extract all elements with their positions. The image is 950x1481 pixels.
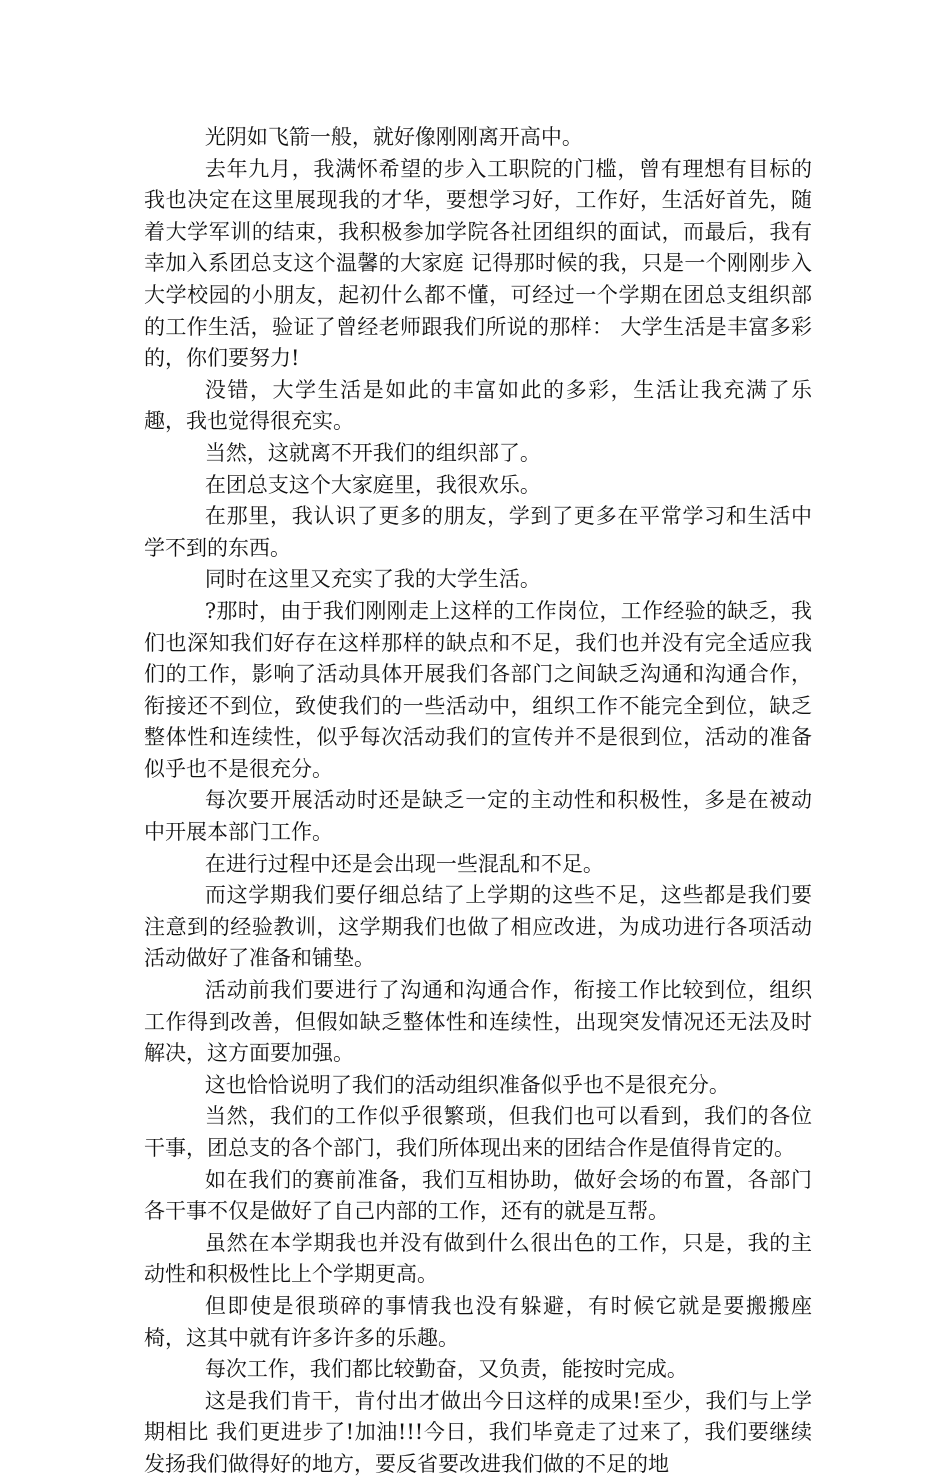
paragraph: 当然，我们的工作似乎很繁琐，但我们也可以看到，我们的各位干事，团总支的各个部门，我们所体现出来的团结合作是值得肯定的。 xyxy=(144,1104,812,1160)
paragraph: 而这学期我们要仔细总结了上学期的这些不足，这些都是我们要注意到的经验教训，这学期我们也做了相应改进，为成功进行各项活动活动做好了准备和铺垫。 xyxy=(144,883,812,971)
paragraph: 每次工作，我们都比较勤奋，又负责，能按时完成。 xyxy=(204,1357,688,1382)
paragraph: ?那时，由于我们刚刚走上这样的工作岗位，工作经验的缺乏，我们也深知我们好存在这样那样的缺点和不足，我们也并没有完全适应我们的工作，影响了活动具体开展我们各部门之间缺乏沟通和沟通合作，衔接还不到位，致使我们的一些活动中，组织工作不能完全到位，缺乏整体性和连续性，似乎每次活动我们的宣传并不是很到位，活动的准备似乎也不是很充分。 xyxy=(144,598,812,781)
paragraph: 在那里，我认识了更多的朋友，学到了更多在平常学习和生活中学不到的东西。 xyxy=(144,504,812,560)
paragraph: 如在我们的赛前准备，我们互相协助，做好会场的布置，各部门各干事不仅是做好了自己内部的工作，还有的就是互帮。 xyxy=(144,1167,812,1224)
paragraph: 这也恰恰说明了我们的活动组织准备似乎也不是很充分。 xyxy=(204,1072,730,1097)
paragraph: 去年九月，我满怀希望的步入工职院的门槛，曾有理想有目标的我也决定在这里展现我的才华，要想学习好，工作好，生活好首先，随着大学军训的结束，我积极参加学院各社团组织的面试，而最后，我有幸加入系团总支这个温馨的大家庭 记得那时候的我，只是一个刚刚步入大学校园的小朋友，起初什么都不懂，可经过一个学期在团总支组织部的工作生活，验证了曾经老师跟我们所说的那样： 大学生活是丰富多彩的，你们要努力! xyxy=(144,156,812,371)
paragraph: 但即使是很琐碎的事情我也没有躲避，有时候它就是要搬搬座椅，这其中就有许多许多的乐趣。 xyxy=(144,1293,812,1350)
paragraph: 光阴如飞箭一般，就好像刚刚离开高中。 xyxy=(204,125,583,149)
paragraph: 当然，这就离不开我们的组织部了。 xyxy=(204,440,541,465)
paragraph: 同时在这里又充实了我的大学生活。 xyxy=(204,567,541,592)
paragraph: 活动前我们要进行了沟通和沟通合作，衔接工作比较到位，组织工作得到改善，但假如缺乏整体性和连续性，出现突发情况还无法及时解决，这方面要加强。 xyxy=(144,978,812,1066)
paragraph: 虽然在本学期我也并没有做到什么很出色的工作，只是，我的主动性和积极性比上个学期更高。 xyxy=(144,1230,812,1287)
paragraph: 在团总支这个大家庭里，我很欢乐。 xyxy=(204,472,541,497)
document-body xyxy=(144,122,812,1481)
paragraph: 在进行过程中还是会出现一些混乱和不足。 xyxy=(204,851,604,876)
paragraph: 这是我们肯干，肯付出才做出今日这样的成果!至少，我们与上学期相比 我们更进步了!加油!!!今日，我们毕竟走了过来了，我们要继续发扬我们做得好的地方，要反省要改进我们做的不足的地 xyxy=(144,1388,812,1476)
paragraph: 每次要开展活动时还是缺乏一定的主动性和积极性，多是在被动中开展本部门工作。 xyxy=(144,788,812,845)
paragraph: 没错，大学生活是如此的丰富如此的多彩，生活让我充满了乐趣，我也觉得很充实。 xyxy=(144,377,812,434)
